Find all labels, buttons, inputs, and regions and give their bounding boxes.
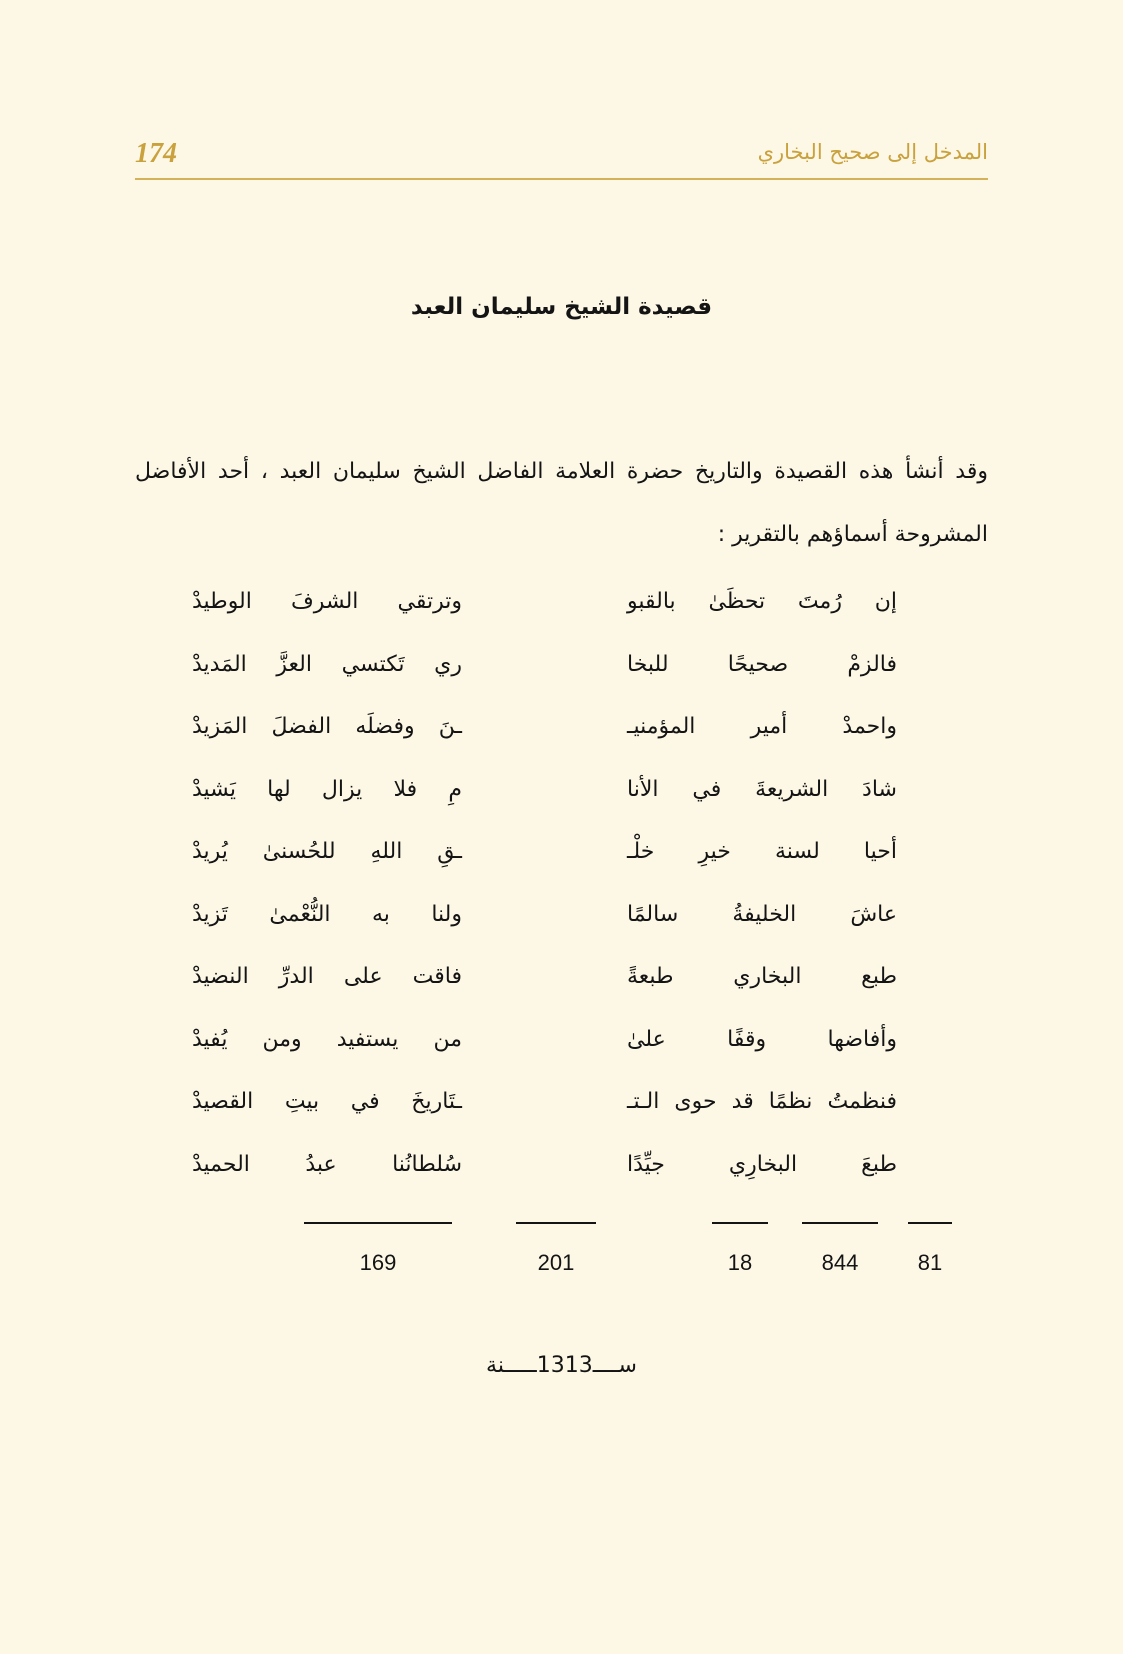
verse-second-hemistich: وترتقي الشرفَ الوطيدْ bbox=[192, 589, 462, 614]
verse-first-hemistich: واحمدْ أمير المؤمنيـ bbox=[627, 714, 897, 739]
verse-second-hemistich: ولنا به النُّعْمىٰ تَزيدْ bbox=[192, 901, 462, 927]
verse-row bbox=[135, 647, 988, 710]
intro-paragraph: وقد أنشأ هذه القصيدة والتاريخ حضرة العلامة الفاضل الشيخ سليمان العبد ، أحد الأفاضل المشروحة أسماؤهم بالتقرير : bbox=[135, 459, 988, 547]
verse-second-hemistich: ري تَكتسي العزَّ المَديدْ bbox=[192, 651, 462, 677]
running-title: المدخل إلى صحيح البخاري bbox=[757, 140, 988, 164]
underline-rule bbox=[516, 1222, 596, 1224]
verse-first-hemistich: أحيا لسنة خيرِ خلْـ bbox=[627, 839, 897, 864]
chronogram-value bbox=[712, 1222, 768, 1276]
verse-row bbox=[135, 959, 988, 1022]
verse-row bbox=[135, 772, 988, 835]
verse-second-hemistich: ـقِ اللهِ للحُسنىٰ يُريدْ bbox=[192, 839, 462, 864]
verse-first-hemistich: طبعَ البخارِي جيِّدًا bbox=[627, 1151, 897, 1177]
verse-second-hemistich: فاقت على الدرِّ النضيدْ bbox=[192, 964, 462, 989]
page-header bbox=[135, 128, 988, 180]
verse-second-hemistich: ـنَ وفضلَه الفضلَ المَزيدْ bbox=[192, 714, 462, 739]
chronogram-value bbox=[908, 1222, 952, 1276]
verse-row bbox=[135, 709, 988, 772]
verse-second-hemistich: مِ فلا يزال لها يَشيدْ bbox=[192, 776, 462, 802]
poem-title: قصيدة الشيخ سليمان العبد bbox=[410, 294, 713, 320]
verse-row bbox=[135, 1022, 988, 1085]
verse-second-hemistich: من يستفيد ومن يُفيدْ bbox=[192, 1026, 462, 1052]
verse-first-hemistich: طبع البخاري طبعةً bbox=[627, 964, 897, 989]
underline-rule bbox=[908, 1222, 952, 1224]
chronogram-value bbox=[304, 1222, 452, 1276]
verse-first-hemistich: فنظمتُ نظمًا قد حوى الـتـ bbox=[627, 1089, 897, 1114]
chronogram-number: 844 bbox=[821, 1250, 859, 1275]
chronogram-value bbox=[802, 1222, 878, 1276]
page-number: 174 bbox=[135, 138, 177, 169]
chronogram-number: 201 bbox=[537, 1250, 575, 1275]
verse-row bbox=[135, 1147, 988, 1210]
verse-row bbox=[135, 897, 988, 960]
chronogram-number: 169 bbox=[359, 1250, 397, 1275]
chronogram-number: 81 bbox=[917, 1250, 943, 1275]
chronogram-values bbox=[135, 1222, 988, 1282]
poem-verses bbox=[135, 584, 988, 1209]
verse-row bbox=[135, 584, 988, 647]
chronogram-number: 18 bbox=[727, 1250, 753, 1275]
verse-first-hemistich: وأفاضها وقفًا علىٰ bbox=[627, 1026, 897, 1052]
verse-first-hemistich: فالزمْ صحيحًا للبخا bbox=[627, 651, 897, 677]
chronogram-value bbox=[516, 1222, 596, 1276]
verse-row bbox=[135, 1084, 988, 1147]
verse-second-hemistich: ـتَاريخَ في بيتِ القصيدْ bbox=[192, 1089, 462, 1114]
underline-rule bbox=[802, 1222, 878, 1224]
underline-rule bbox=[304, 1222, 452, 1224]
verse-first-hemistich: شادَ الشريعةَ في الأنا bbox=[627, 776, 897, 802]
verse-second-hemistich: سُلطانُنا عبدُ الحميدْ bbox=[192, 1151, 462, 1177]
chronogram-year: ســــ1313ـــــنة bbox=[486, 1353, 637, 1378]
verse-first-hemistich: إن رُمتَ تحظَىٰ بالقبو bbox=[627, 589, 897, 614]
underline-rule bbox=[712, 1222, 768, 1224]
verse-first-hemistich: عاشَ الخليفةُ سالمًا bbox=[627, 901, 897, 927]
verse-row bbox=[135, 834, 988, 897]
